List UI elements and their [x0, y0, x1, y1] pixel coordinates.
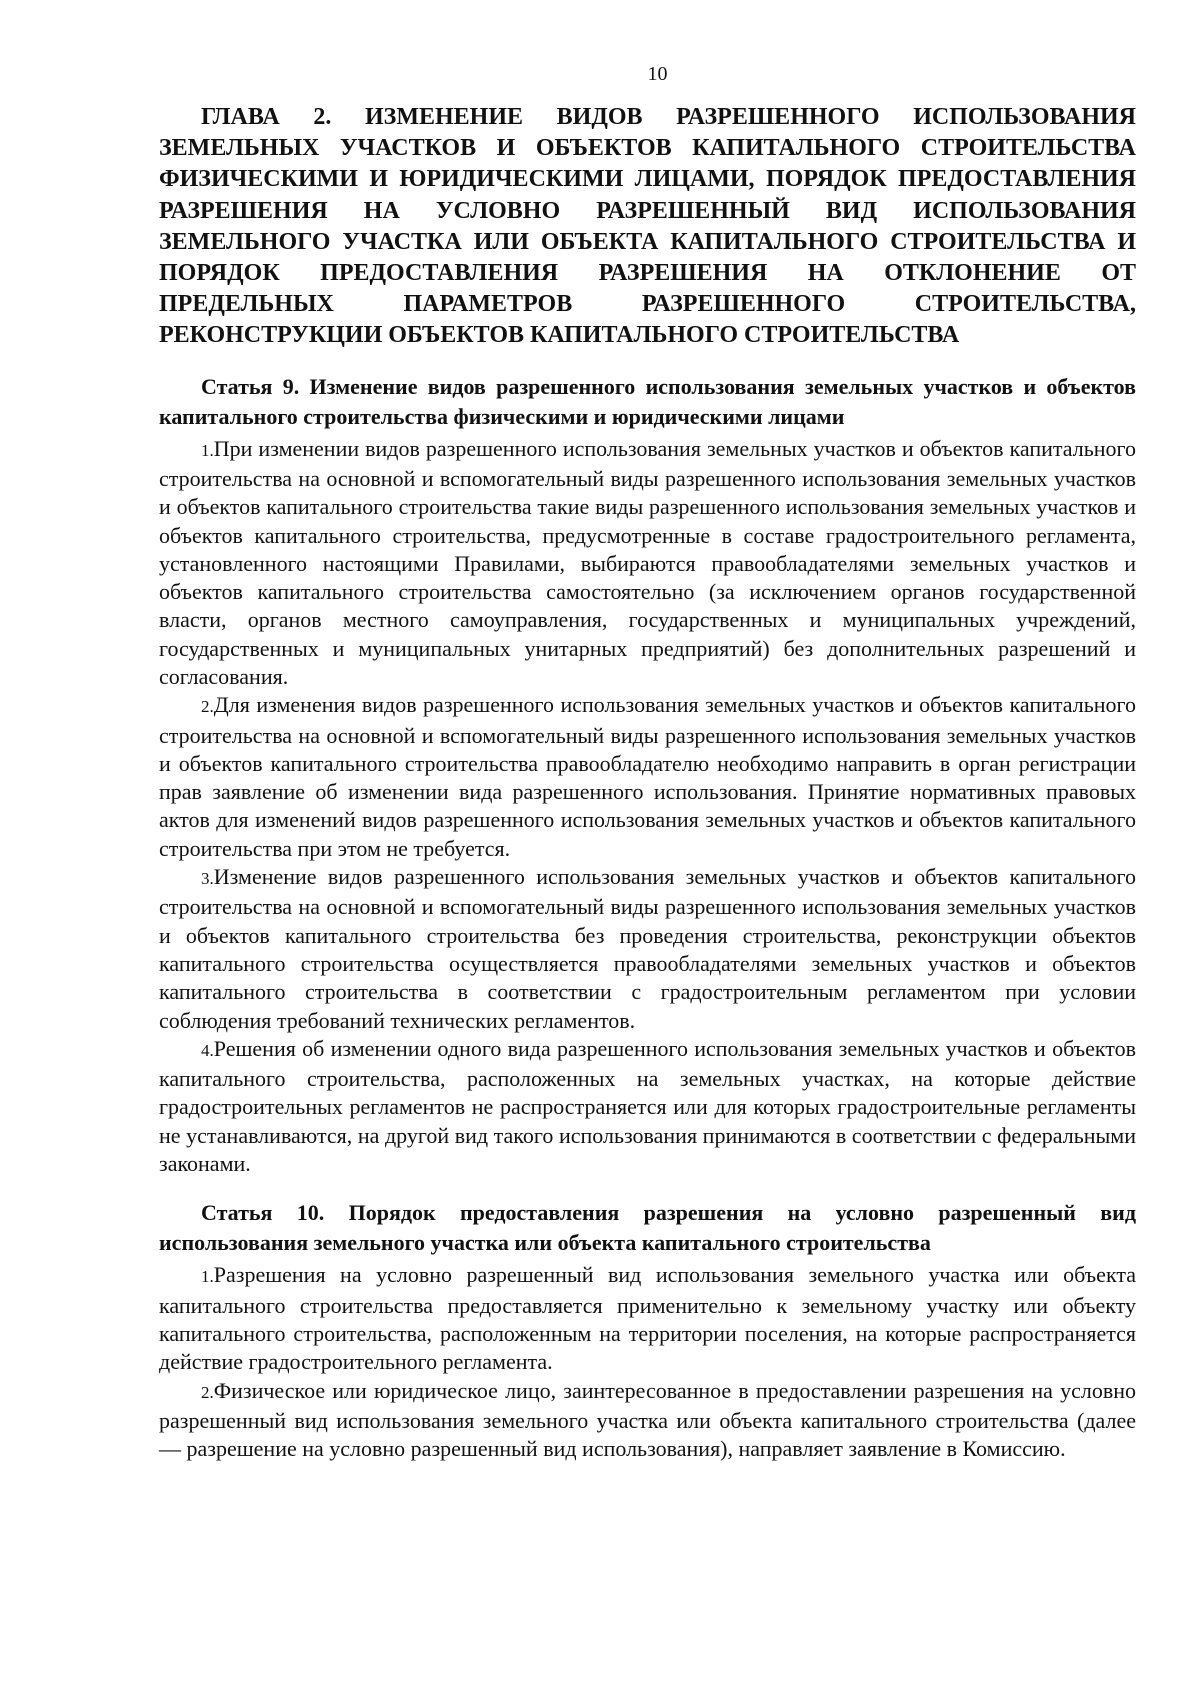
paragraph-number: 1. [201, 440, 214, 460]
article-10 [159, 1198, 1136, 1463]
article-10-title: Статья 10. Порядок предоставления разрешения на условно разрешенный вид использования земельного участка или объекта капитального строительства [159, 1200, 1136, 1256]
article-9-paragraph-2 [159, 691, 1136, 863]
article-10-paragraph-2 [159, 1377, 1136, 1464]
article-9-paragraph-1 [159, 435, 1136, 692]
article-9-paragraph-4 [159, 1035, 1136, 1178]
paragraph-text: Решения об изменении одного вида разрешенного использования земельных участков и объектов капитального строительства, расположенных на земельных участках, на которые действие градостроительных регламентов не распространяется или для которых градостроительные регламенты не устанавливаются, на другой вид такого использования принимаются в соответствии с федеральными законами. [159, 1035, 1136, 1177]
article-9-title: Статья 9. Изменение видов разрешенного использования земельных участков и объектов капитального строительства физическими и юридическими лицами [159, 373, 1136, 429]
article-10-paragraph-1 [159, 1261, 1136, 1376]
paragraph-number: 4. [201, 1040, 214, 1060]
paragraph-number: 3. [201, 869, 214, 889]
page-number: 10 [647, 63, 668, 85]
paragraph-number: 2. [201, 1382, 214, 1402]
document-page [159, 62, 1136, 1463]
paragraph-number: 2. [201, 697, 214, 717]
paragraph-text: Физическое или юридическое лицо, заинтересованное в предоставлении разрешения на условно разрешенный вид использования земельного участка или объекта капитального строительства (далее — разрешение на условно разрешенный вид использования), направляет заявление в Комиссию. [159, 1377, 1136, 1462]
paragraph-text: Изменение видов разрешенного использования земельных участков и объектов капитального строительства на основной и вспомогательный виды разрешенного использования земельных участков и объектов капитального строительства без проведения строительства, реконструкции объектов капитального строительства осуществляется правообладателями земельных участков и объектов капитального строительства в соответствии с градостроительным регламентом при условии соблюдения требований технических регламентов. [159, 864, 1136, 1033]
article-9-paragraph-3 [159, 863, 1136, 1035]
chapter-title: ГЛАВА 2. ИЗМЕНЕНИЕ ВИДОВ РАЗРЕШЕННОГО ИСПОЛЬЗОВАНИЯ ЗЕМЕЛЬНЫХ УЧАСТКОВ И ОБЪЕКТОВ КАПИТАЛЬНОГО СТРОИТЕЛЬСТВА ФИЗИЧЕСКИМИ И ЮРИДИЧЕСКИМИ ЛИЦАМИ, ПОРЯДОК ПРЕДОСТАВЛЕНИЯ РАЗРЕШЕНИЯ НА УСЛОВНО РАЗРЕШЕННЫЙ ВИД ИСПОЛЬЗОВАНИЯ ЗЕМЕЛЬНОГО УЧАСТКА ИЛИ ОБЪЕКТА КАПИТАЛЬНОГО СТРОИТЕЛЬСТВА И ПОРЯДОК ПРЕДОСТАВЛЕНИЯ РАЗРЕШЕНИЯ НА ОТКЛОНЕНИЕ ОТ ПРЕДЕЛЬНЫХ ПАРАМЕТРОВ РАЗРЕШЕННОГО СТРОИТЕЛЬСТВА, РЕКОНСТРУКЦИИ ОБЪЕКТОВ КАПИТАЛЬНОГО СТРОИТЕЛЬСТВА [159, 104, 1136, 349]
paragraph-text: Для изменения видов разрешенного использования земельных участков и объектов капитального строительства на основной и вспомогательный виды разрешенного использования земельных участков и объектов капитального строительства правообладателю необходимо направить в орган регистрации прав заявление об изменении вида разрешенного использования. Принятие нормативных правовых актов для изменений видов разрешенного использования земельных участков и объектов капитального строительства при этом не требуется. [159, 692, 1136, 861]
paragraph-number: 1. [201, 1267, 214, 1287]
article-9 [159, 372, 1136, 1179]
paragraph-text: При изменении видов разрешенного использования земельных участков и объектов капитального строительства на основной и вспомогательный виды разрешенного использования земельных участков и объектов капитального строительства такие виды разрешенного использования земельных участков и объектов капитального строительства, предусмотренные в составе градостроительного регламента, установленного настоящими Правилами, выбираются правообладателями земельных участков и объектов капитального строительства самостоятельно (за исключением органов государственной власти, органов местного самоуправления, государственных и муниципальных учреждений, государственных и муниципальных унитарных предприятий) без дополнительных разрешений и согласования. [159, 435, 1136, 689]
paragraph-text: Разрешения на условно разрешенный вид использования земельного участка или объекта капитального строительства предоставляется применительно к земельному участку или объекту капитального строительства, расположенным на территории поселения, на которые распространяется действие градостроительного регламента. [159, 1262, 1136, 1375]
